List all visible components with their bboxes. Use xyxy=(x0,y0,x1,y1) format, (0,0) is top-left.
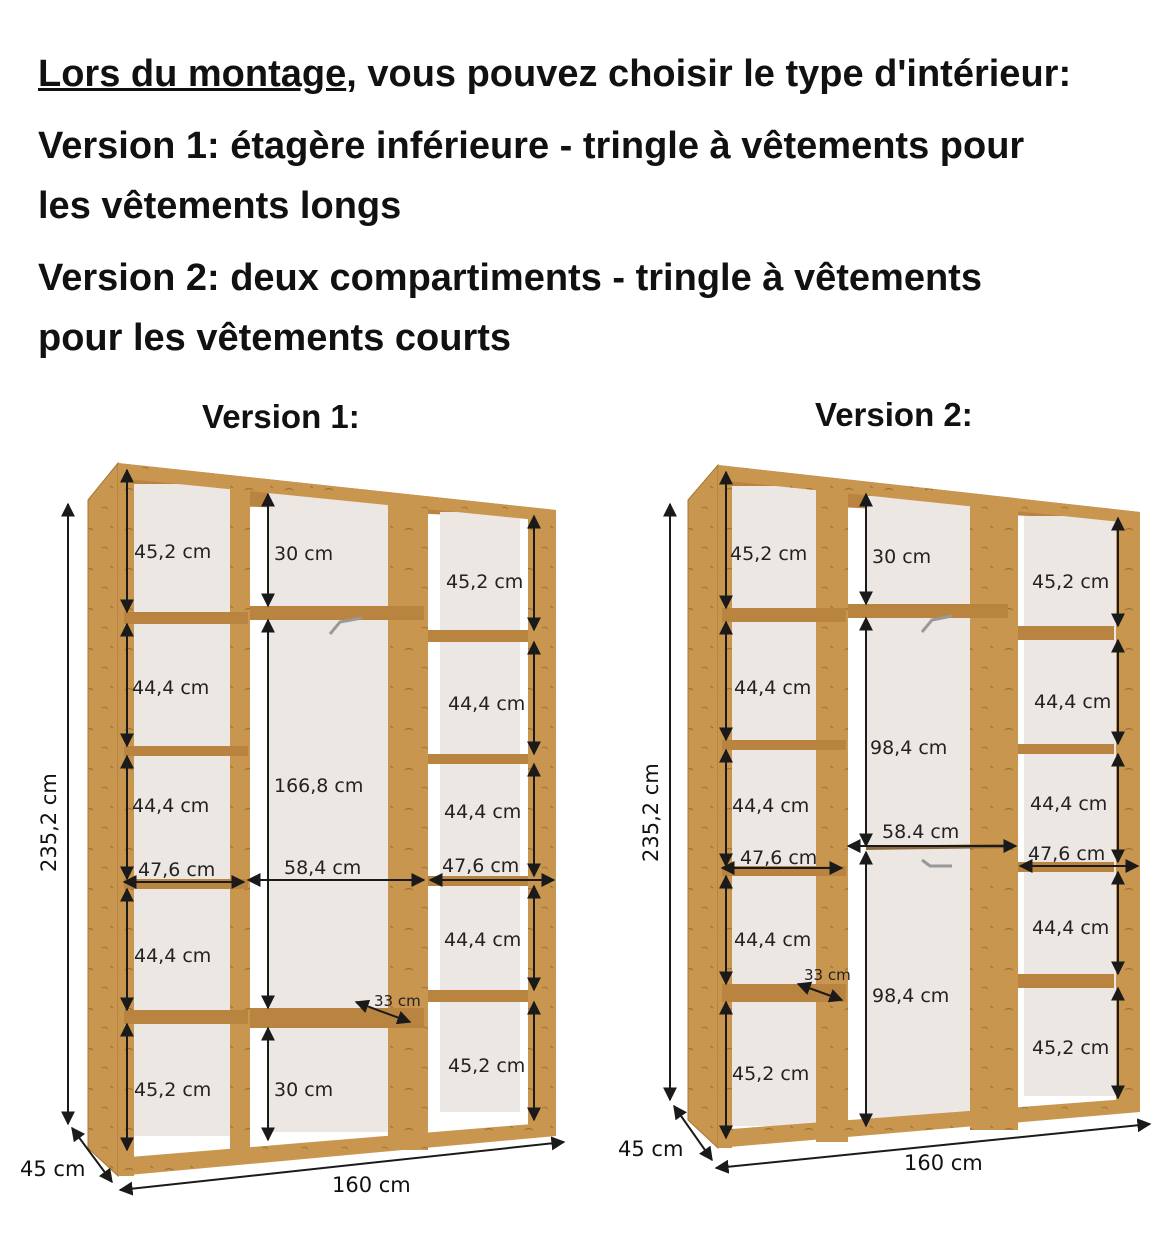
v2-left-label: 33 cm xyxy=(804,966,851,984)
v1-shelf-left xyxy=(124,1010,248,1024)
v1-mid-label: 30 cm xyxy=(274,1079,334,1101)
v2-right-label: 44,4 cm xyxy=(1034,691,1112,713)
v2-back-mid xyxy=(866,496,970,1122)
v2-right-label: 45,2 cm xyxy=(1032,1037,1110,1059)
v1-front-right-post xyxy=(528,512,556,1134)
v1-mid-label: 58,4 cm xyxy=(284,857,362,879)
v1-height-label: 235,2 cm xyxy=(37,773,61,872)
v2-height-label: 235,2 cm xyxy=(639,763,663,862)
v1-divider-2 xyxy=(388,500,428,1150)
v1-right-label: 44,4 cm xyxy=(444,929,522,951)
v2-mid-label: 98,4 cm xyxy=(872,985,950,1007)
v1-left-side xyxy=(88,463,118,1176)
v1-left-label: 44,4 cm xyxy=(132,677,210,699)
v1-right-label: 44,4 cm xyxy=(444,801,522,823)
v1-right-label: 47,6 cm xyxy=(442,855,520,877)
v2-right-label: 47,6 cm xyxy=(1028,843,1106,865)
v2-mid-label: 30 cm xyxy=(872,546,932,568)
v2-right-label: 44,4 cm xyxy=(1030,793,1108,815)
v1-right-label: 45,2 cm xyxy=(448,1055,526,1077)
v2-divider-1 xyxy=(816,486,848,1142)
v1-left-label: 45,2 cm xyxy=(134,541,212,563)
v2-depth-label: 45 cm xyxy=(618,1137,684,1161)
version1-title: Version 1: xyxy=(202,398,360,435)
v2-shelf-right xyxy=(1018,626,1114,640)
v2-shelf-left xyxy=(722,608,846,622)
v1-mid-label: 33 cm xyxy=(374,992,421,1010)
v1-shelf-middle xyxy=(250,606,424,620)
v2-width-label: 160 cm xyxy=(904,1151,983,1175)
v2-left-label: 44,4 cm xyxy=(734,677,812,699)
v1-divider-1 xyxy=(230,482,250,1150)
v2-mid-label: 58.4 cm xyxy=(882,821,960,843)
heading-underlined: Lors du montage xyxy=(38,53,347,95)
v2-left-label: 47,6 cm xyxy=(740,847,818,869)
v1-back-mid xyxy=(268,492,388,1132)
v2-shelf-right xyxy=(1018,974,1114,988)
v1-left-label: 47,6 cm xyxy=(138,859,216,881)
v2-mid-label: 98,4 cm xyxy=(870,737,948,759)
v2-divider-2 xyxy=(970,500,1018,1130)
version2-description-line1: Version 2: deux compartiments - tringle à vêtements xyxy=(38,257,982,299)
version2-title: Version 2: xyxy=(815,396,973,433)
v2-shelf-left xyxy=(722,984,846,1002)
v2-right-label: 45,2 cm xyxy=(1032,571,1110,593)
v2-shelf-middle xyxy=(848,604,1008,618)
v2-shelf-left xyxy=(722,740,846,750)
v2-left-label: 45,2 cm xyxy=(732,1063,810,1085)
v2-left-label: 44,4 cm xyxy=(734,929,812,951)
v2-right-label: 44,4 cm xyxy=(1032,917,1110,939)
v2-shelf-right xyxy=(1018,744,1114,754)
v1-shelf-right xyxy=(428,754,528,764)
v1-mid-label: 30 cm xyxy=(274,543,334,565)
v1-left-label: 44,4 cm xyxy=(134,945,212,967)
v1-left-label: 45,2 cm xyxy=(134,1079,212,1101)
version2-description-line2: pour les vêtements courts xyxy=(38,317,512,359)
v2-left-label: 45,2 cm xyxy=(730,543,808,565)
v1-shelf-right xyxy=(428,630,528,642)
v1-left-label: 44,4 cm xyxy=(132,795,210,817)
version1-description-line1: Version 1: étagère inférieure - tringle à vêtements pour xyxy=(38,125,1025,167)
version1-description-line2: les vêtements longs xyxy=(38,185,402,227)
v2-left-side xyxy=(688,465,718,1148)
v1-mid-label: 166,8 cm xyxy=(274,775,364,797)
v1-shelf-left xyxy=(124,746,248,756)
v2-front-right-post xyxy=(1116,514,1140,1112)
v2-left-label: 44,4 cm xyxy=(732,795,810,817)
v1-shelf-left xyxy=(124,612,248,624)
heading-rest: , vous pouvez choisir le type d'intérieur: xyxy=(346,53,1072,95)
v1-right-label: 44,4 cm xyxy=(448,693,526,715)
v1-depth-label: 45 cm xyxy=(20,1157,86,1181)
v1-width-label: 160 cm xyxy=(332,1173,411,1197)
v1-shelf-right xyxy=(428,990,528,1002)
v1-right-label: 45,2 cm xyxy=(446,571,524,593)
